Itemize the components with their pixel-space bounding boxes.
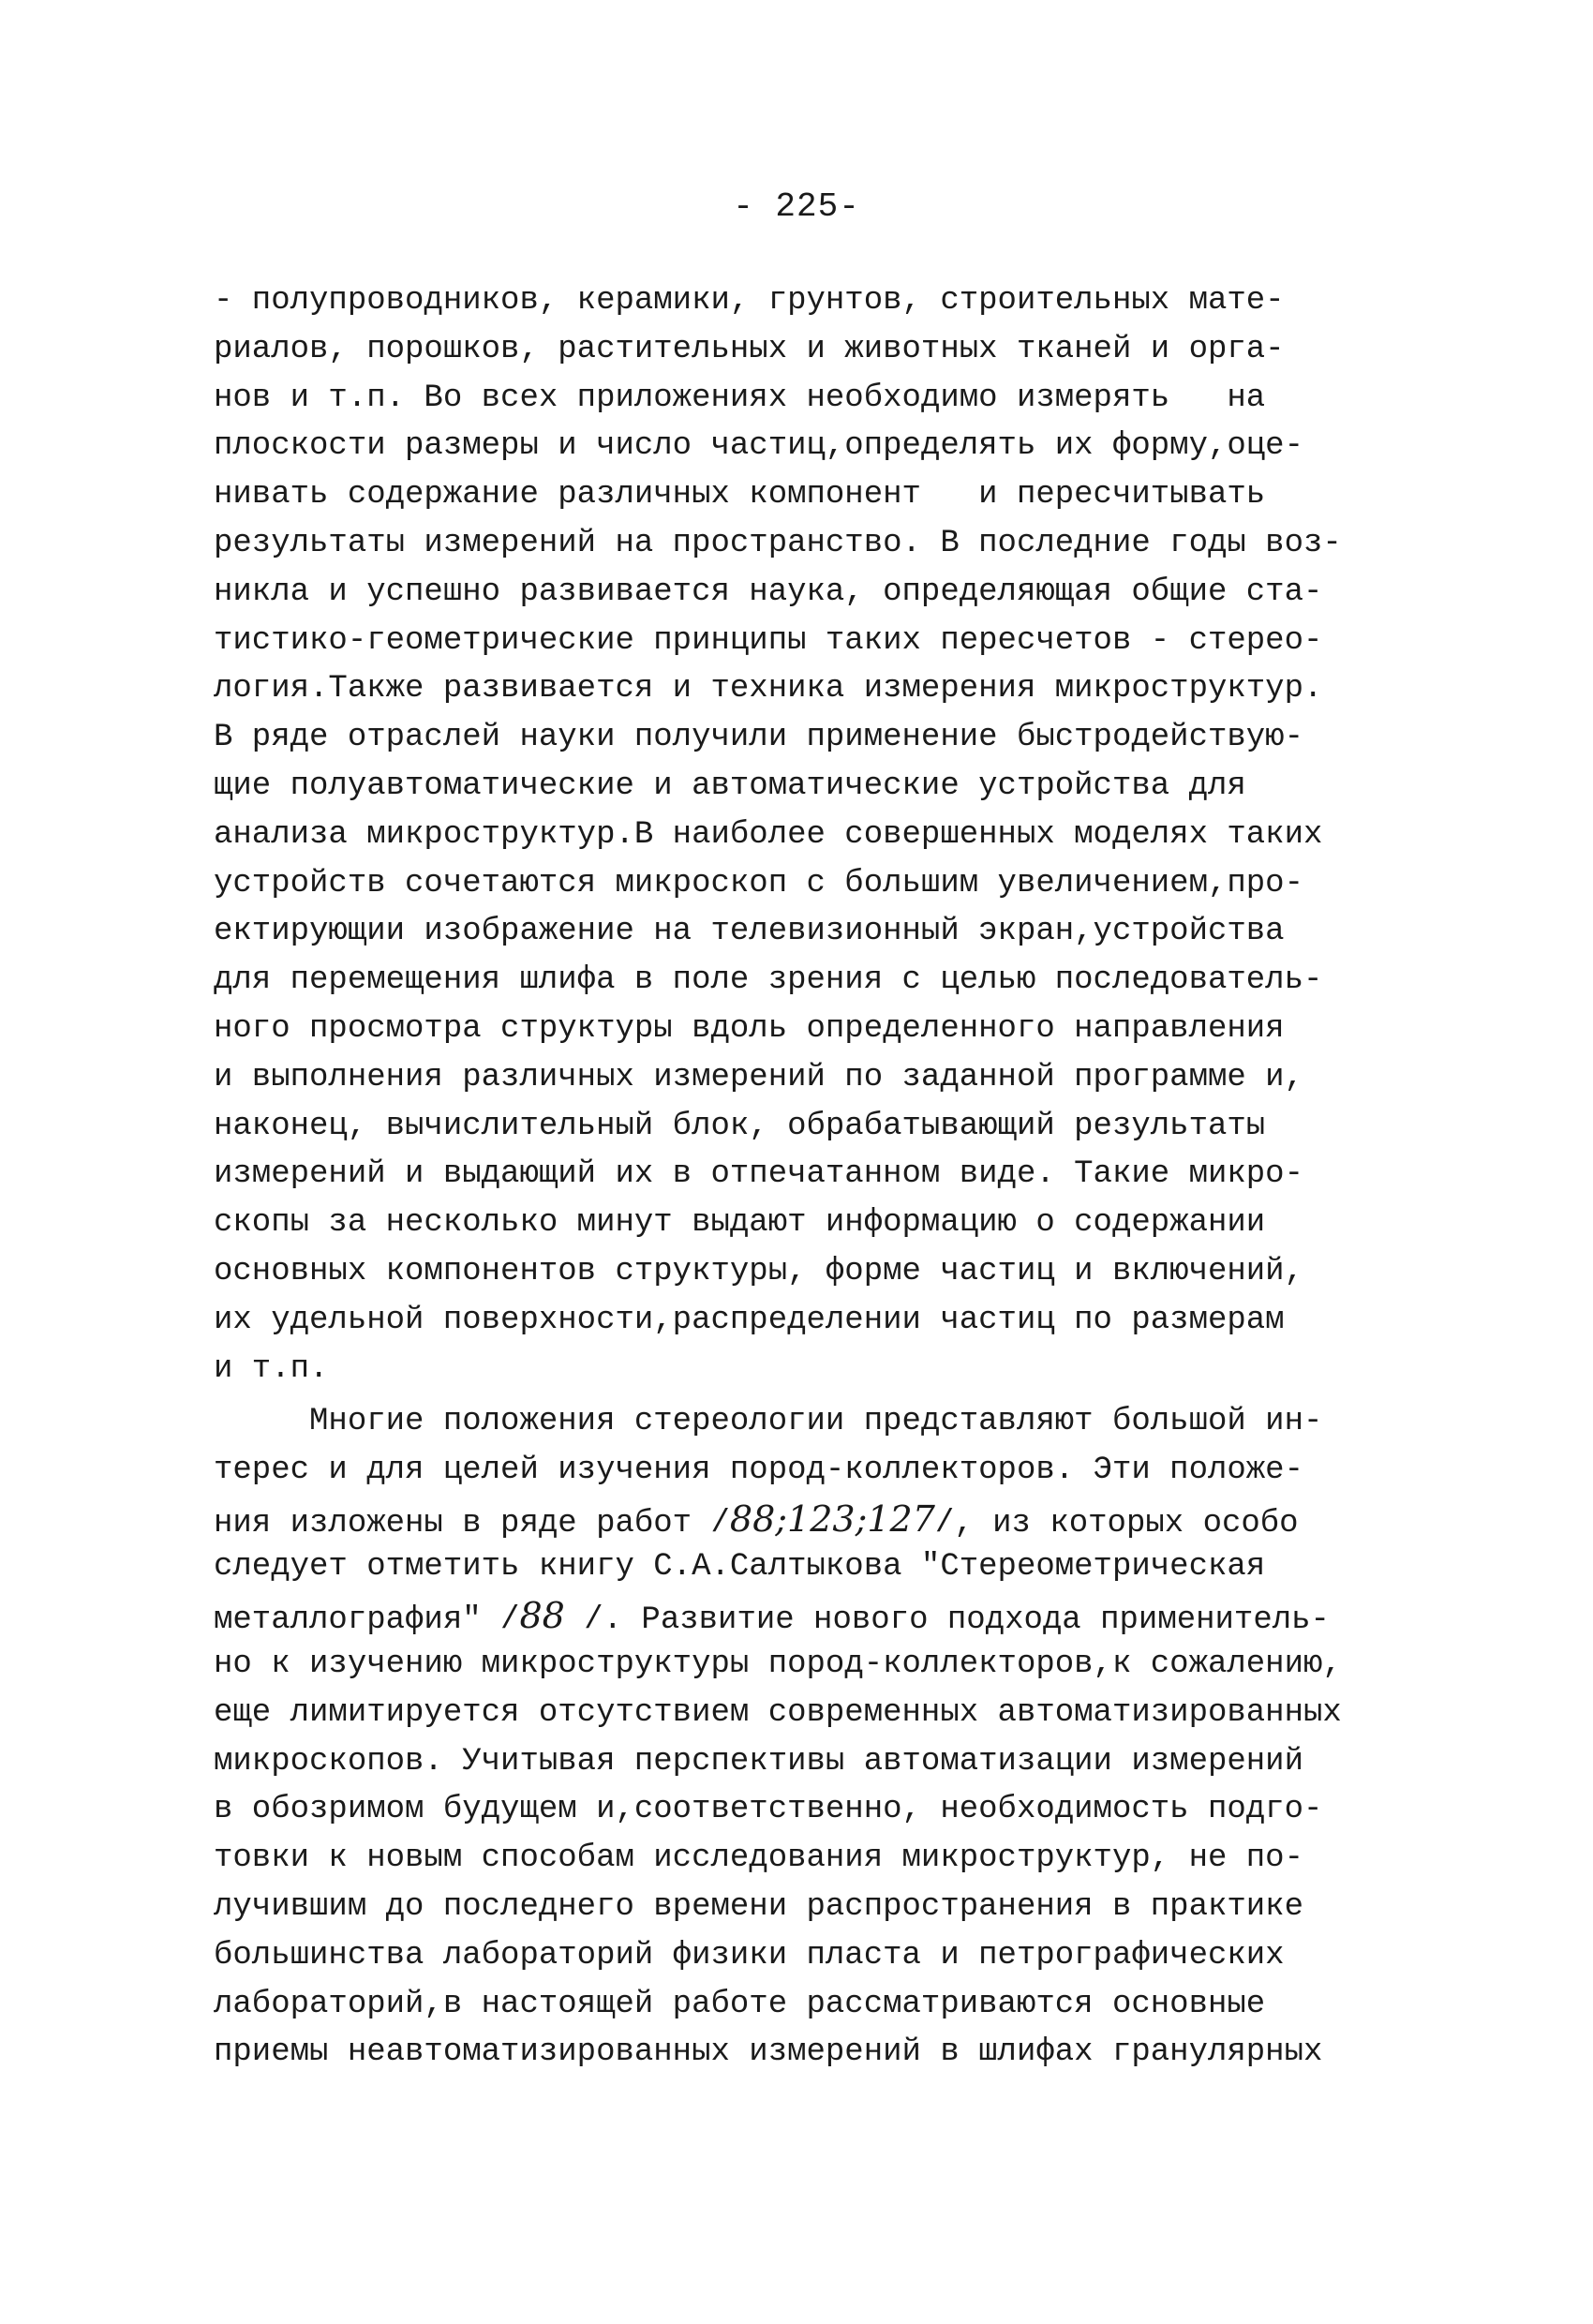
text-line: приемы неавтоматизированных измерений в шлифах гранулярных — [214, 2034, 1323, 2071]
text-line: результаты измерений на пространство. В последние годы воз- — [214, 525, 1342, 561]
text-line: Многие положения стереологии представляют большой ин- — [214, 1404, 1323, 1439]
text-line: товки к новым способам исследования микроструктур, не по- — [214, 1840, 1303, 1877]
text-line: в обозримом будущем и,соответственно, необходимость подго- — [214, 1792, 1323, 1828]
text-line: скопы за несколько минут выдают информацию о содержании — [214, 1205, 1266, 1242]
text-line-with-reference — [214, 1496, 1432, 1544]
text-line: следует отметить книгу С.А.Салтыкова "Стереометрическая — [214, 1549, 1266, 1586]
text-line-with-reference — [214, 1592, 1432, 1641]
text-line: измерений и выдающий их в отпечатанном виде. Такие микро- — [214, 1156, 1303, 1193]
text-line: ного просмотра структуры вдоль определенного направления — [214, 1010, 1285, 1047]
text-segment: ния изложены в ряде работ / — [214, 1505, 730, 1542]
text-line: и выполнения различных измерений по заданной программе и, — [214, 1059, 1303, 1095]
handwritten-reference-numbers: 88 — [519, 1595, 565, 1637]
text-line: терес и для целей изучения пород-коллекторов. Эти положе- — [214, 1452, 1303, 1488]
text-line: их удельной поверхности,распределении частиц по размерам — [214, 1302, 1285, 1338]
text-line: микроскопов. Учитывая перспективы автоматизации измерений — [214, 1743, 1303, 1780]
text-line: нивать содержание различных компонент и пересчитывать — [214, 477, 1266, 514]
text-line: плоскости размеры и число частиц,определять их форму,оце- — [214, 428, 1303, 465]
text-line: логия.Также развивается и техника измерения микроструктур. — [214, 671, 1323, 708]
text-line: В ряде отраслей науки получили применение быстродействую- — [214, 720, 1303, 756]
paragraph-2 — [214, 1398, 1432, 2078]
text-line: и т.п. — [214, 1350, 329, 1387]
paragraph-1 — [214, 277, 1432, 1393]
handwritten-reference-numbers: 88;123;127 — [729, 1497, 935, 1540]
text-line: наконец, вычислительный блок, обрабатывающий результаты — [214, 1108, 1266, 1144]
text-line: лучившим до последнего времени распространения в практике — [214, 1888, 1303, 1925]
text-segment: /. Развитие нового подхода применитель- — [564, 1602, 1330, 1639]
text-line: лабораторий,в настоящей работе рассматриваются основные — [214, 1986, 1266, 2022]
text-line: никла и успешно развивается наука, определяющая общие ста- — [214, 574, 1323, 610]
text-line: для перемещения шлифа в поле зрения с целью последователь- — [214, 962, 1323, 999]
text-segment: /, из которых особо — [934, 1505, 1299, 1542]
text-line: - полупроводников, керамики, грунтов, строительных мате- — [214, 283, 1285, 319]
text-line: щие полуавтоматические и автоматические устройства для — [214, 767, 1246, 804]
text-segment: металлография" / — [214, 1602, 520, 1639]
text-line: анализа микроструктур.В наиболее совершенных моделях таких — [214, 816, 1323, 853]
text-line: ектирующии изображение на телевизионный экран,устройства — [214, 914, 1285, 950]
text-line: основных компонентов структуры, форме частиц и включений, — [214, 1253, 1303, 1289]
text-line: устройств сочетаются микроскоп с большим увеличением,про- — [214, 865, 1303, 901]
text-line: риалов, порошков, растительных и животных тканей и орга- — [214, 331, 1285, 367]
text-line: но к изучению микроструктуры пород-коллекторов,к сожалению, — [214, 1646, 1342, 1682]
text-line: нов и т.п. Во всех приложениях необходимо измерять на — [214, 380, 1266, 416]
text-line: еще лимитируется отсутствием современных автоматизированных — [214, 1694, 1342, 1731]
page-number: - 225- — [733, 187, 860, 226]
text-line: тистико-геометрические принципы таких пересчетов - стерео- — [214, 622, 1323, 659]
text-line: большинства лабораторий физики пласта и петрографических — [214, 1937, 1285, 1974]
